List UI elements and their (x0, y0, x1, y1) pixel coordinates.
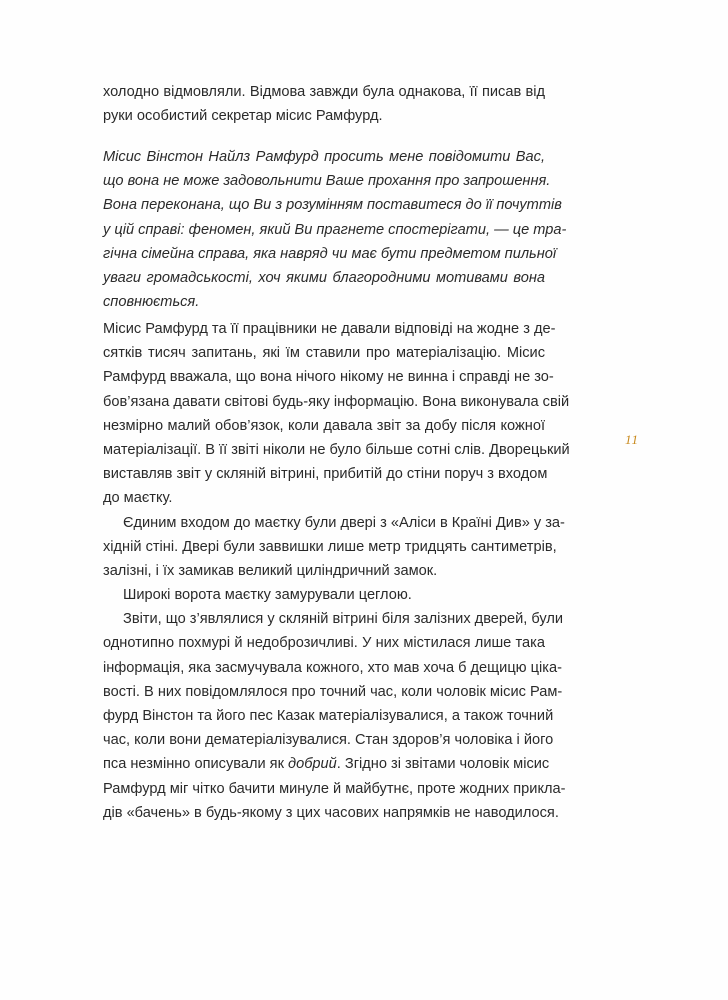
text-line: Місис Рамфурд та її працівники не давали відповіді на жодне з де- (103, 321, 556, 337)
text-line: що вона не може задовольнити Ваше прохання про запрошення. (103, 173, 551, 190)
text-line: Звіти, що з’являлися у скляній вітрині біля залізних дверей, були (123, 611, 564, 628)
text-line: Рамфурд міг чітко бачити минуле й майбутнє, проте жодних прикла- (103, 780, 566, 797)
main-text (103, 317, 570, 825)
text-line: незмірно малий обов’язок, коли давала звіт за добу після кожної (103, 417, 545, 434)
text-line: бов’язана давати світові будь-яку інформацію. Вона виконувала свій (103, 393, 570, 410)
emphasis-word: добрий (288, 756, 337, 773)
text-line: Широкі ворота маєтку замурували цеглою. (123, 587, 412, 604)
letter-quote (103, 145, 567, 314)
text-line: у цій справі: феномен, який Ви прагнете спостерігати, — це тра- (103, 221, 567, 238)
text-line (103, 752, 550, 776)
text-line: до маєтку. (103, 490, 173, 507)
text-line: однотипно похмурі й недоброзичливі. У них містилася лише така (103, 635, 545, 652)
text-line: час, коли вони дематеріалізувалися. Стан здоров’я чоловіка і його (103, 732, 554, 749)
text-line: Вона переконана, що Ви з розумінням поставитеся до її почуттів (103, 197, 562, 214)
text-line: холодно відмовляли. Відмова завжди була однакова, її писав від (103, 84, 545, 100)
text-line: хідній стіні. Двері були заввишки лише метр тридцять сантиметрів, (103, 538, 557, 555)
text-segment: пса незмінно описували як (103, 756, 289, 773)
text-line: вості. В них повідомлялося про точний час, коли чоловік місис Рам- (103, 683, 563, 700)
text-segment: . Згідно зі звітами чоловік місис (336, 756, 550, 773)
text-line: фурд Вінстон та його пес Казак матеріалізувалися, а також точний (103, 708, 554, 724)
text-line: Рамфурд вважала, що вона нічого нікому не винна і справді не зо- (103, 369, 554, 386)
text-line: інформація, яка засмучувала кожного, хто мав хоча б дещицю ціка- (103, 659, 562, 676)
intro-paragraph (103, 80, 545, 128)
text-line: сятків тисяч запитань, які їм ставили про матеріалізацію. Місис (103, 345, 545, 362)
text-line: сповнюється. (103, 294, 200, 311)
text-line: руки особистий секретар місис Рамфурд. (103, 108, 383, 125)
text-line: виставляв звіт у скляній вітрині, прибитій до стіни поруч з входом (103, 466, 548, 483)
page-number: 11 (625, 432, 640, 447)
text-line: гічна сімейна справа, яка навряд чи має бути предметом пильної (103, 245, 557, 262)
text-line: Місис Вінстон Найлз Рамфурд просить мене повідомити Вас, (103, 149, 545, 165)
text-line: уваги громадськості, хоч якими благородними мотивами вона (103, 269, 545, 286)
text-line: матеріалізації. В її звіті ніколи не було більше сотні слів. Дворецький (103, 441, 570, 458)
text-line: залізні, і їх замикав великий циліндричний замок. (103, 562, 438, 579)
text-line: Єдиним входом до маєтку були двері з «Аліси в Країні Див» у за- (123, 514, 565, 531)
text-line: дів «бачень» в будь-якому з цих часових напрямків не наводилося. (103, 804, 559, 821)
